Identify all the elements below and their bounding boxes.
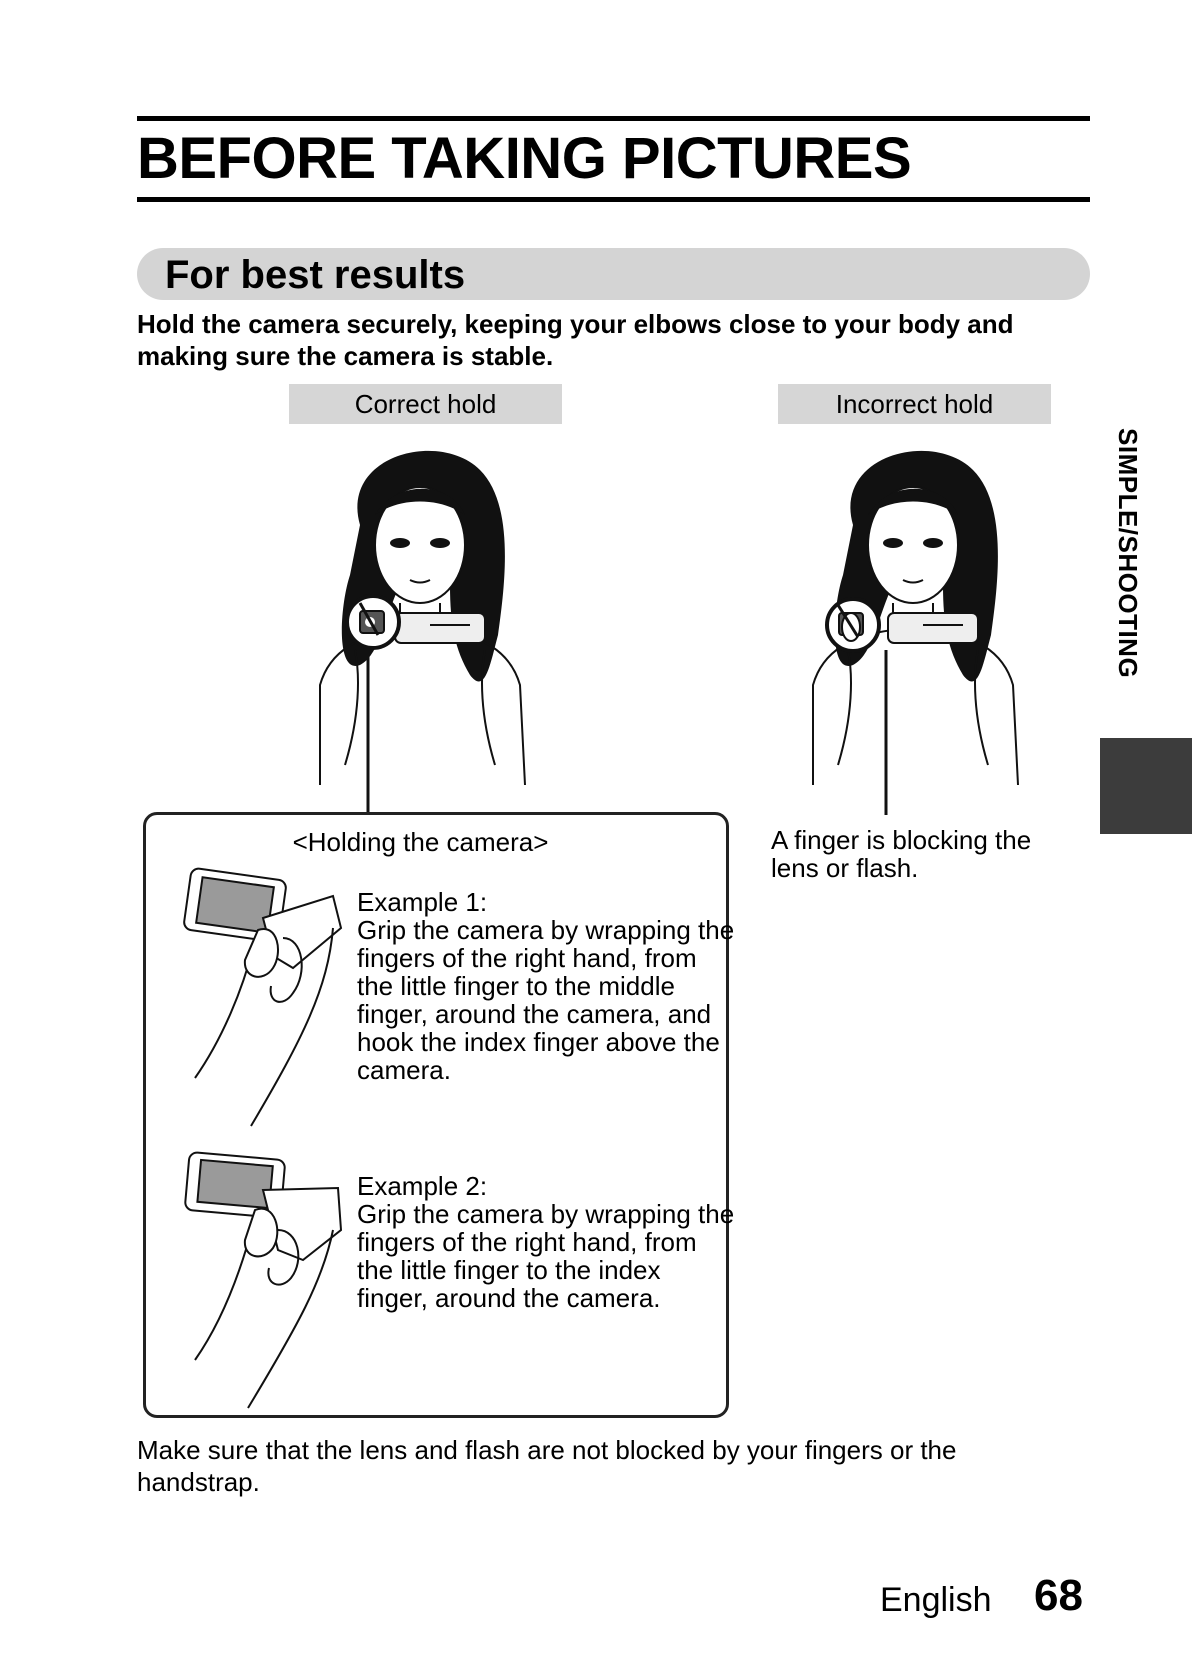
example1-hand-illustration	[183, 868, 355, 1130]
incorrect-hold-label: Incorrect hold	[778, 384, 1051, 424]
side-section-label: SIMPLE/SHOOTING	[1113, 428, 1143, 679]
example2-heading: Example 2:	[357, 1171, 488, 1201]
example1-heading: Example 1:	[357, 887, 488, 917]
example2-body: Grip the camera by wrapping the fingers of the right hand, from the little finger to the index finger, around the camera.	[357, 1199, 735, 1313]
incorrect-hold-note: A finger is blocking the lens or flash.	[771, 825, 1032, 883]
side-section-tab	[1100, 738, 1192, 834]
example1-body: Grip the camera by wrapping the fingers of the right hand, from the little finger to the middle finger, around the camera, and hook the index finger above the camera.	[357, 915, 735, 1085]
example1-text	[357, 888, 737, 1084]
example2-hand-illustration	[183, 1150, 355, 1412]
example2-text	[357, 1172, 737, 1312]
incorrect-hold-illustration	[793, 435, 1033, 815]
bottom-note: Make sure that the lens and flash are not blocked by your fingers or the handstrap.	[137, 1435, 957, 1497]
page-number: 68	[1034, 1571, 1083, 1620]
title-rule-top	[137, 116, 1090, 121]
title-rule-bottom	[137, 197, 1090, 202]
correct-hold-illustration	[300, 435, 540, 815]
page-title: BEFORE TAKING PICTURES	[137, 126, 912, 191]
holding-camera-title: <Holding the camera>	[292, 827, 549, 857]
correct-hold-label: Correct hold	[289, 384, 562, 424]
footer-language: English	[880, 1581, 992, 1619]
section-title: For best results	[165, 253, 466, 297]
intro-text: Hold the camera securely, keeping your elbows close to your body and making sure the camera is stable.	[137, 309, 1014, 371]
